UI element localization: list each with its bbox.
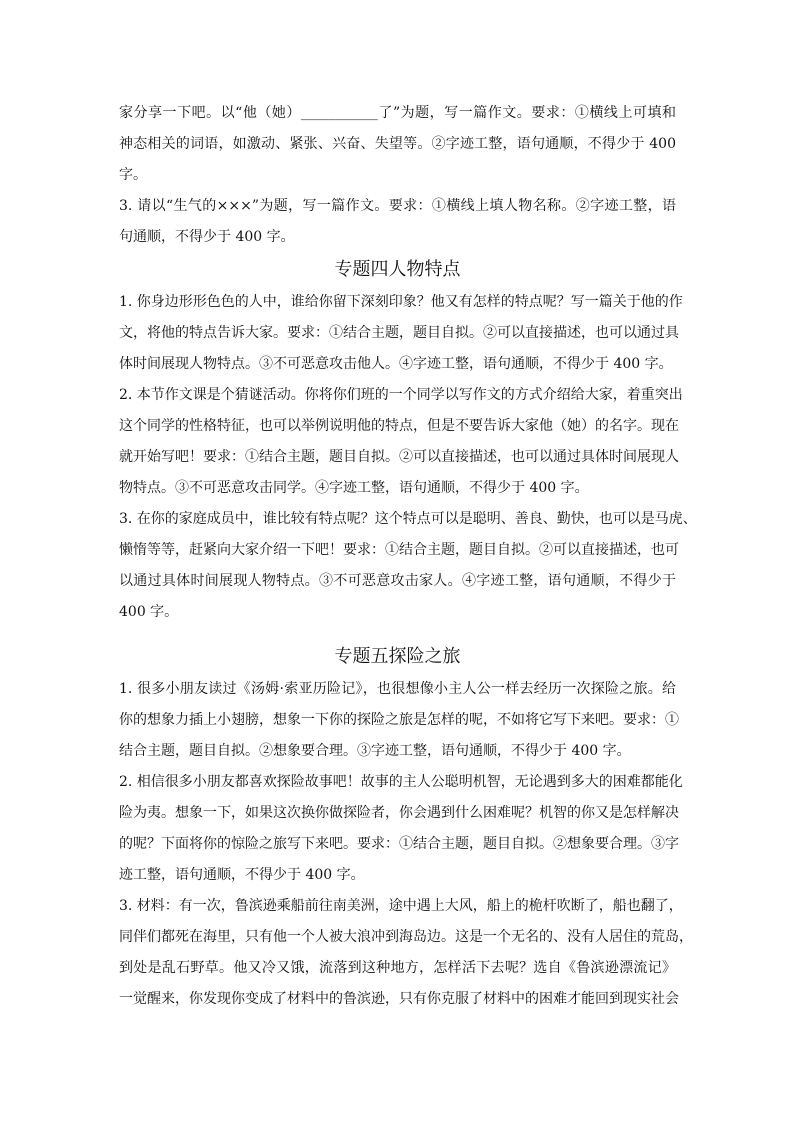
text-line: 结合主题，题目自拟。②想象要合理。③字迹工整，语句通顺，不得少于 400 字。: [119, 743, 631, 759]
paragraph: [119, 98, 676, 191]
section-heading-5: 专题五探险之旅: [334, 646, 461, 667]
text-line: 懒惰等等，赶紧向大家介绍一下吧！要求：①结合主题，题目自拟。②可以直接描述，也可: [119, 542, 679, 558]
text-line: 的呢？下面将你的惊险之旅写下来吧。要求：①结合主题，题目自拟。②想象要合理。③字: [119, 836, 679, 852]
text-line: 这个同学的性格特征，也可以举例说明他的特点，但是不要告诉大家他（她）的名字。现在: [119, 418, 679, 434]
text-line: 体时间展现人物特点。③不可恶意攻击他人。④字迹工整，语句通顺，不得少于 400 字。: [119, 356, 673, 372]
text-line: 3. 在你的家庭成员中，谁比较有特点呢？这个特点可以是聪明、善良、勤快，也可以是马虎、: [119, 511, 697, 527]
text-line: 神态相关的词语，如激动、紧张、兴奋、失望等。②字迹工整，语句通顺，不得少于 400: [119, 136, 676, 152]
text-line: 物特点。③不可恶意攻击同学。④字迹工整，语句通顺，不得少于 400 字。: [119, 480, 589, 496]
text-line: 字。: [119, 167, 147, 183]
text-line: 句通顺，不得少于 400 字。: [119, 229, 295, 245]
text-line: 到处是乱石野草。他又冷又饿，流落到这种地方，怎样活下去呢？选自《鲁滨逊漂流记》: [119, 960, 676, 976]
text-line: 400 字。: [119, 604, 179, 620]
text-line: 文，将他的特点告诉大家。要求：①结合主题，题目自拟。②可以直接描述，也可以通过具: [119, 325, 679, 341]
paragraph: [119, 191, 676, 253]
text-line: 险为夷。想象一下，如果这次换你做探险者，你会遇到什么困难呢？机智的你又是怎样解决: [119, 805, 679, 821]
paragraph: [119, 767, 683, 891]
paragraph: [119, 891, 693, 1015]
paragraph: [119, 287, 683, 380]
text-line: 2. 相信很多小朋友都喜欢探险故事吧！故事的主人公聪明机智，无论遇到多大的困难都能化: [119, 774, 683, 790]
text-line: 你的想象力插上小翅膀，想象一下你的探险之旅是怎样的呢，不如将它写下来吧。要求：①: [119, 712, 679, 728]
text-line: 迹工整，语句通顺，不得少于 400 字。: [119, 867, 365, 883]
section-5-items: [119, 674, 693, 1015]
text-line: 以通过具体时间展现人物特点。③不可恶意攻击家人。④字迹工整，语句通顺，不得少于: [119, 573, 676, 589]
section-4-items: [119, 287, 697, 628]
text-line: 同伴们都死在海里，只有他一个人被大浪冲到海岛边。这是一个无名的、没有人居住的荒岛，: [119, 929, 693, 945]
text-line: 一觉醒来，你发现你变成了材料中的鲁滨逊，只有你克服了材料中的困难才能回到现实社会: [119, 991, 679, 1007]
text-line: 3. 请以“生气的×××”为题，写一篇作文。要求：①横线上填人物名称。②字迹工整，语: [119, 198, 676, 214]
text-line: 1. 你身边形形色色的人中，谁给你留下深刻印象？他又有怎样的特点呢？写一篇关于他的作: [119, 294, 683, 310]
section-heading-4: 专题四人物特点: [334, 259, 461, 280]
text-line: 1. 很多小朋友读过《汤姆·索亚历险记》，也很想像小主人公一样去经历一次探险之旅。给: [119, 681, 676, 697]
document-page: [119, 98, 697, 1015]
text-line: 家分享一下吧。以“他（她）___________了”为题，写一篇作文。要求：①横线上可填和: [119, 105, 676, 121]
text-line: 2. 本节作文课是个猜谜活动。你将你们班的一个同学以写作文的方式介绍给大家，着重突出: [119, 387, 683, 403]
text-line: 3. 材料：有一次，鲁滨逊乘船前往南美洲，途中遇上大风，船上的桅杆吹断了，船也翻了，: [119, 898, 683, 914]
paragraph: [119, 674, 679, 767]
paragraph: [119, 504, 697, 628]
intro-section: [119, 98, 676, 253]
text-line: 就开始写吧！要求：①结合主题，题目自拟。②可以直接描述，也可以通过具体时间展现人: [119, 449, 679, 465]
paragraph: [119, 380, 683, 504]
